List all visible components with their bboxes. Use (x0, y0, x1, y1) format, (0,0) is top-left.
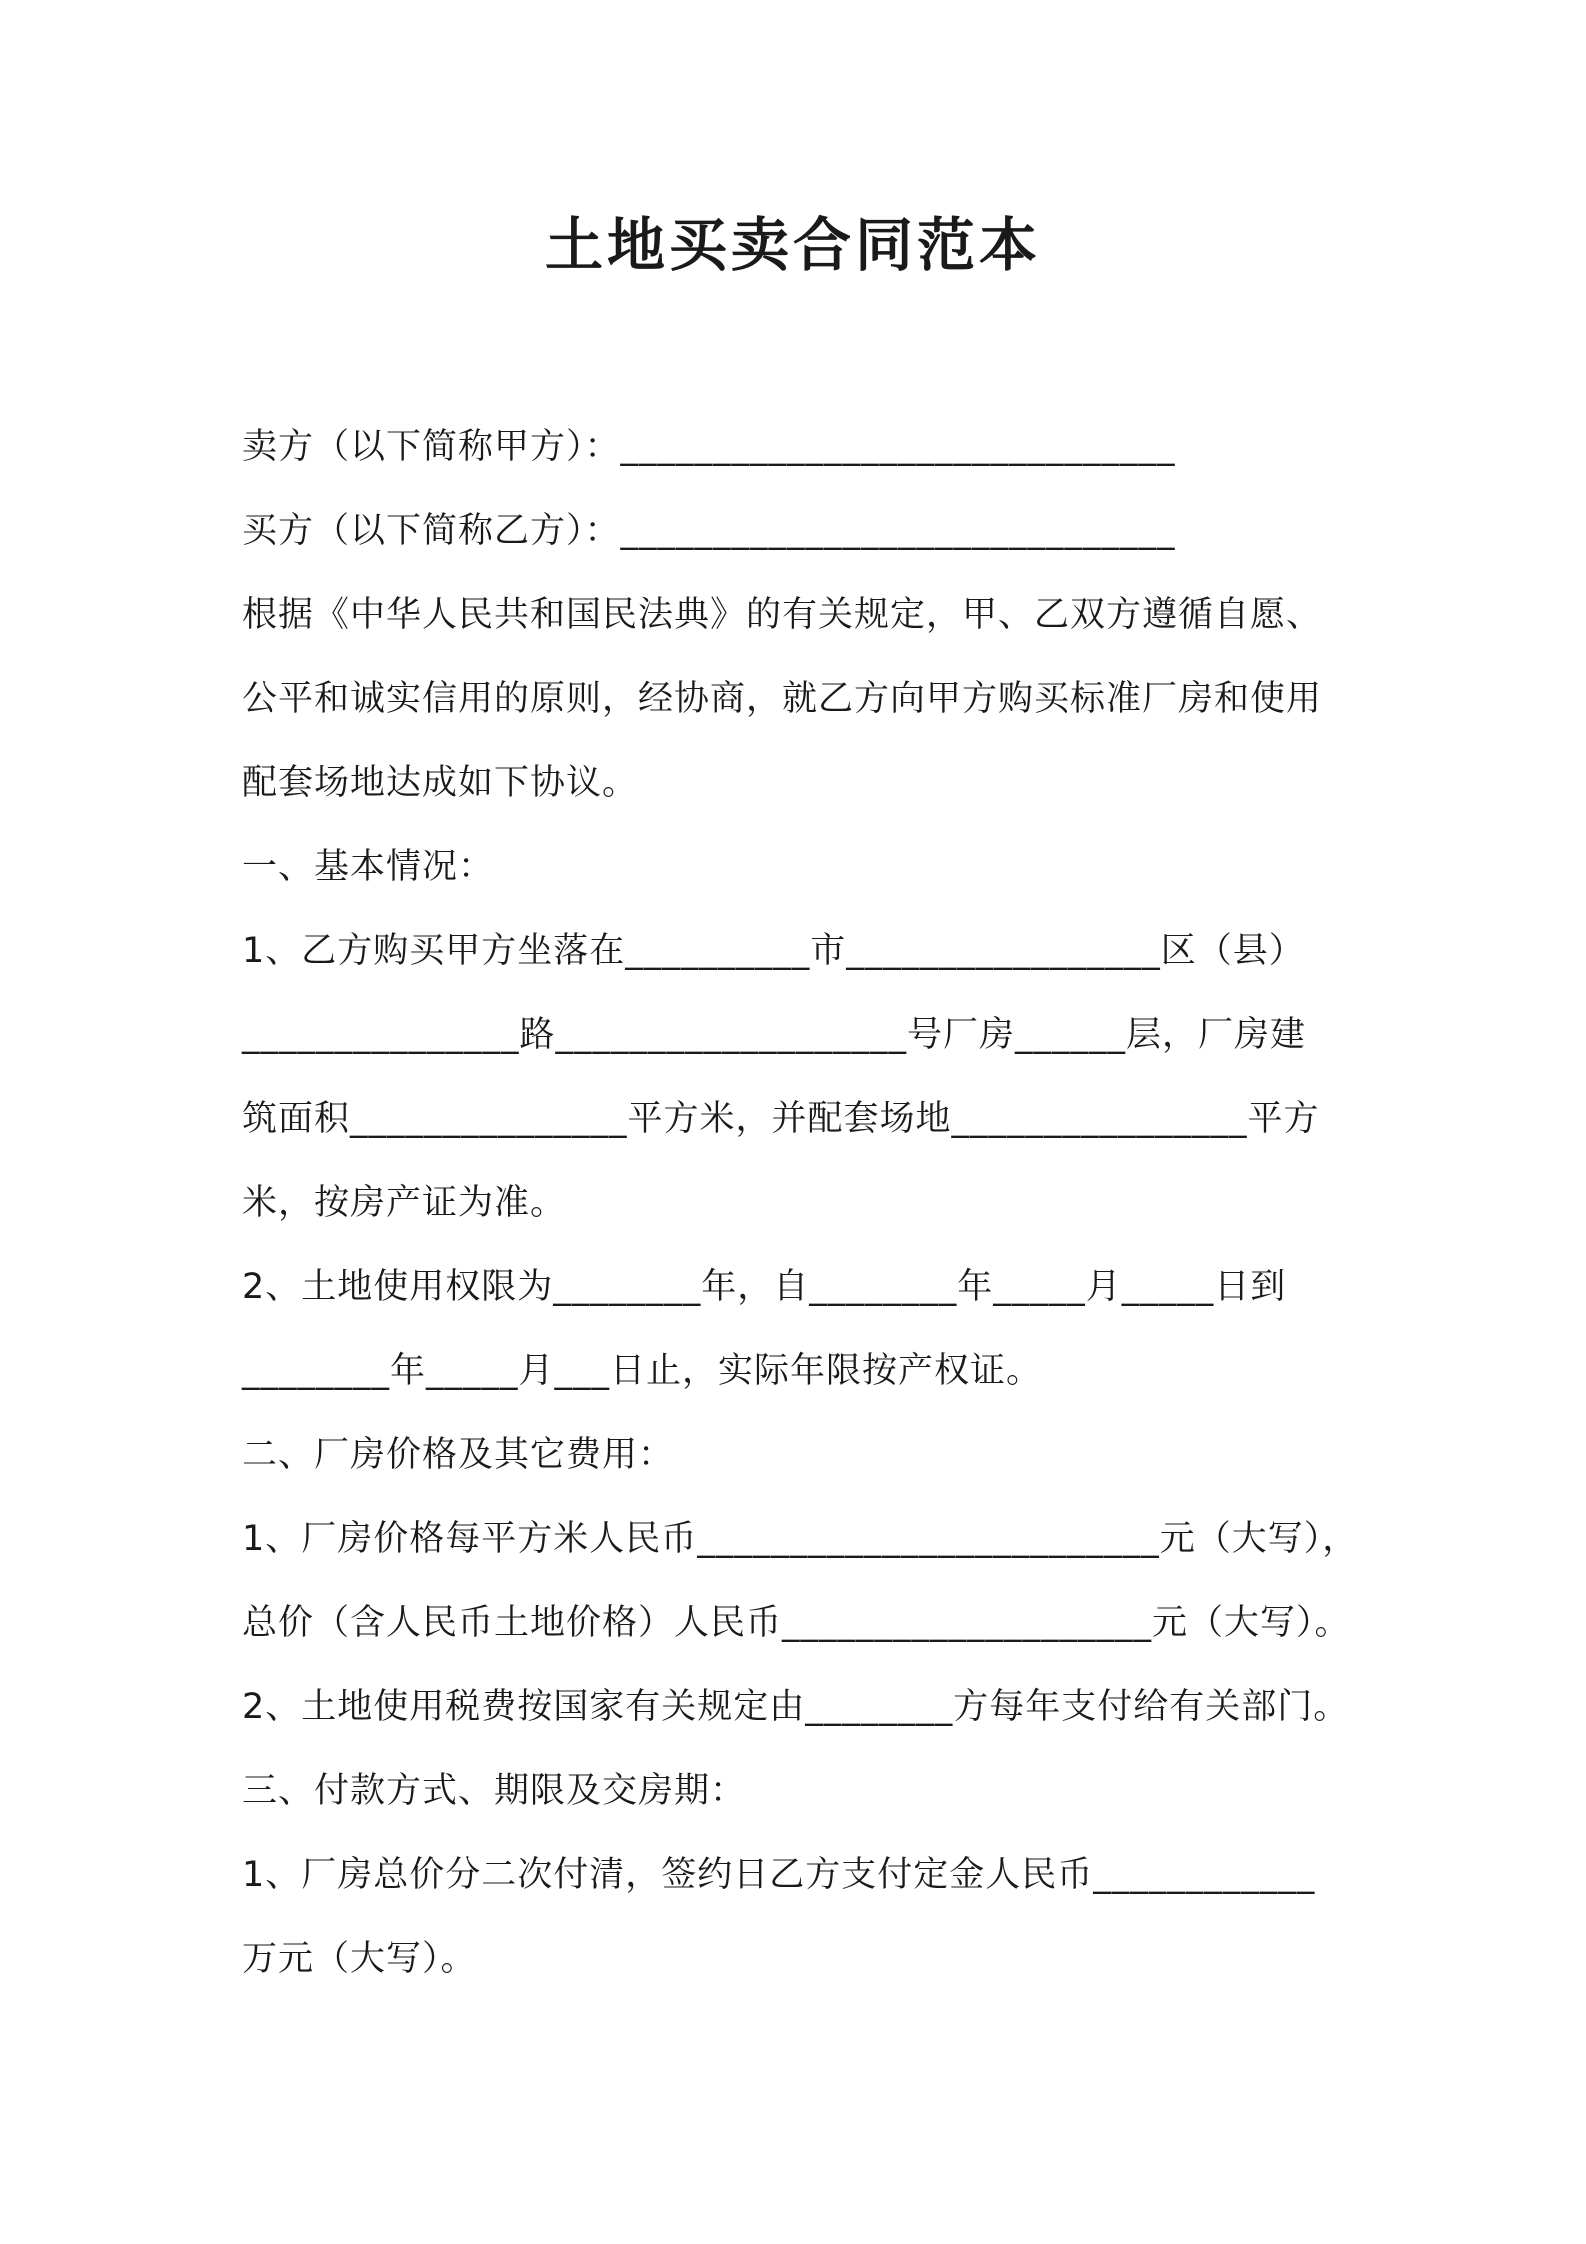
clause-1-1-line-2: _______________路___________________号厂房______层，厂房建 (242, 1015, 1307, 1055)
clause-1-2-line-1: 2、土地使用权限为________年，自________年_____月_____日到 (242, 1267, 1287, 1307)
clause-1-1-line-1: 1、乙方购买甲方坐落在__________市_________________区（县） (242, 931, 1305, 971)
preamble-line-3: 配套场地达成如下协议。 (242, 763, 639, 803)
seller-line: 卖方（以下简称甲方）：______________________________ (242, 427, 1176, 467)
clause-1-1-line-3: 筑面积_______________平方米，并配套场地________________平方 (242, 1099, 1320, 1139)
buyer-line: 买方（以下简称乙方）：______________________________ (242, 511, 1176, 551)
section-heading-2: 二、厂房价格及其它费用： (242, 1435, 675, 1475)
clause-2-1-line-1: 1、厂房价格每平方米人民币_________________________元（大写）， (242, 1519, 1359, 1559)
section-heading-1: 一、基本情况： (242, 847, 495, 887)
document-title: 土地买卖合同范本 (544, 211, 1041, 279)
clause-3-1-line-2: 万元（大写）。 (242, 1939, 477, 1979)
clause-2-2-line: 2、土地使用税费按国家有关规定由________方每年支付给有关部门。 (242, 1687, 1350, 1727)
clause-2-1-line-2: 总价（含人民币土地价格）人民币____________________元（大写）。 (242, 1603, 1351, 1643)
section-heading-3: 三、付款方式、期限及交房期： (242, 1771, 747, 1811)
clause-1-1-line-4: 米，按房产证为准。 (242, 1183, 567, 1223)
clause-3-1-line-1: 1、厂房总价分二次付清，签约日乙方支付定金人民币____________ (242, 1855, 1316, 1895)
preamble-line-2: 公平和诚实信用的原则，经协商，就乙方向甲方购买标准厂房和使用 (242, 679, 1323, 719)
clause-1-2-line-2: ________年_____月___日止，实际年限按产权证。 (242, 1351, 1043, 1391)
document-body (242, 405, 1392, 2001)
preamble-line-1: 根据《中华人民共和国民法典》的有关规定，甲、乙双方遵循自愿、 (242, 595, 1323, 635)
